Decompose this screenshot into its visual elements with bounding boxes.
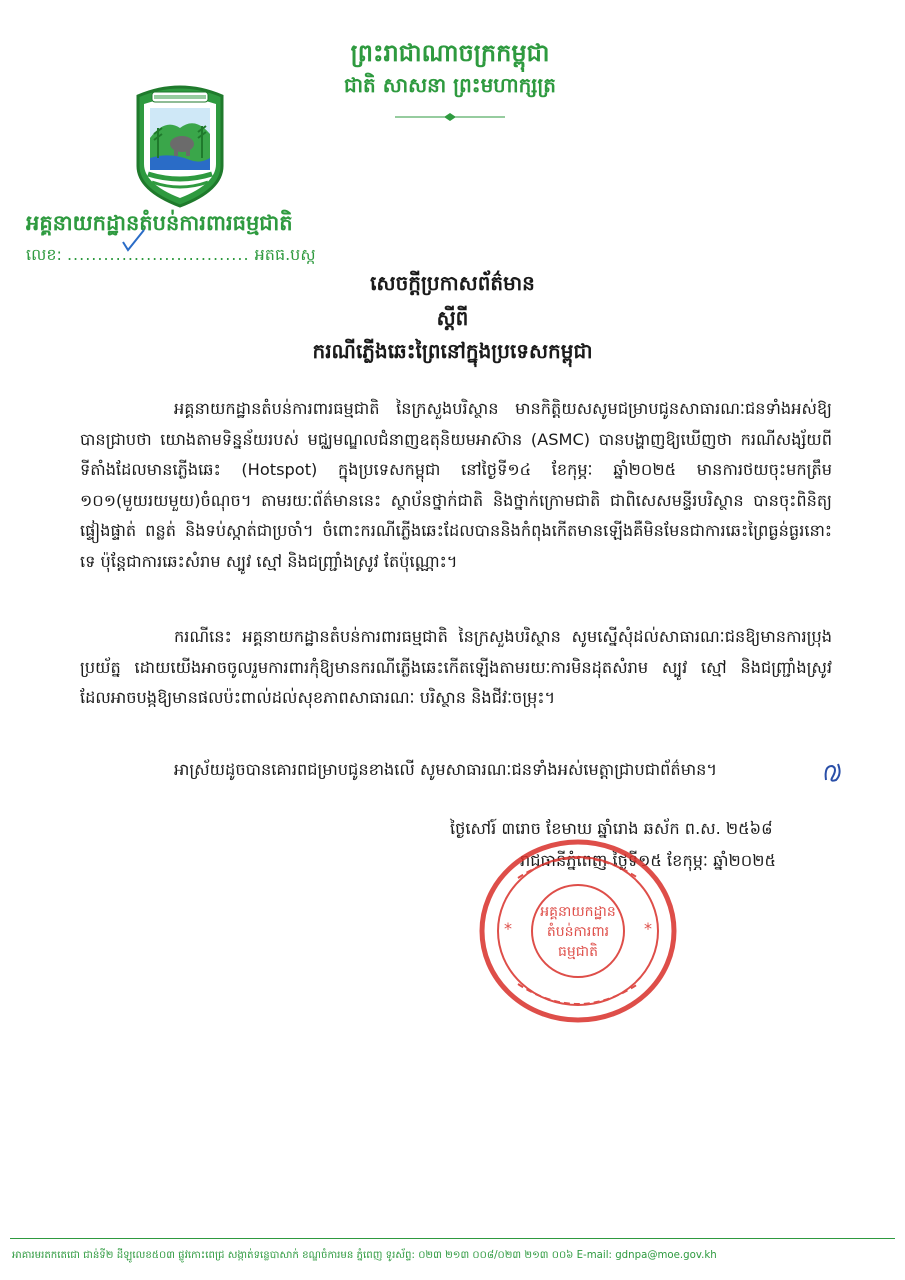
seal-text-1: អគ្គនាយកដ្ឋាន [540,904,616,920]
document-title: សេចក្ដីប្រកាសព័ត៌មាន [370,271,535,295]
footer-address: អាគារមរតកតេជោ ជាន់ទី២ ដីឡូលេខ៥០៣ ផ្លូវកោះពេជ្រ សង្កាត់ទន្លេបាសាក់ ខណ្ឌចំការមន ភ្នំពេញ ទូរស័ព្ទ: ០២៣ ២១៣ ០០៨/០២៣ ២១៣ ០០៦ E-mail: gdnpa@moe.gov.kh [12,1250,717,1261]
ministry-logo-icon [130,78,230,208]
department-name: អគ្គនាយកដ្ឋានតំបន់ការពារធម្មជាតិ [26,211,293,235]
svg-text:*: * [504,919,512,938]
lunar-date: ថ្ងៃសៅរ៍ ៣រោច ខែមាឃ ឆ្នាំរោង ឆស័ក ព.ស. ២៥៦៨ [450,819,773,838]
initial-signature-icon [822,760,844,786]
seal-text-2: តំបន់ការពារ [546,924,610,940]
svg-text:*: * [644,919,652,938]
body-paragraph-1: អគ្គនាយកដ្ឋានតំបន់ការពារធម្មជាតិ នៃក្រសួងបរិស្ថាន មានកិត្តិយសសូមជម្រាបជូនសាធារណៈជនទាំងអស់ឱ្យបានជ្រាបថា យោងតាមទិន្នន័យរបស់ មជ្ឈមណ្ឌលជំនាញឧតុនិយមអាស៊ាន (ASMC) បានបង្ហាញឱ្យឃើញថា ករណីសង្ស័យពី ទីតាំងដែលមានភ្លើងឆេះ (Hotspot) ក្នុងប្រទេសកម្ពុជា នៅថ្ងៃទី១៤ ខែកុម្ភៈ ឆ្នាំ២០២៥ មានការថយចុះមកត្រឹម ១០១(មួយរយមួយ)ចំណុច។ តាមរយៈព័ត៌មាននេះ ស្ថាប័នថ្នាក់ជាតិ និងថ្នាក់ក្រោមជាតិ ជាពិសេសមន្ទីរបរិស្ថាន បានចុះពិនិត្យ ផ្ទៀងផ្ទាត់ ពន្លត់ និងទប់ស្កាត់ជាប្រចាំ។ ចំពោះករណីភ្លើងឆេះដែលបាននិងកំពុងកើតមានឡើងគឺមិនមែនជាការឆេះព្រៃធ្ងន់ធ្ងរនោះទេ ប៉ុន្តែជាការឆេះសំរាម ស្បូវ ស្មៅ និងជញ្ជ្រាំងស្រូវ តែប៉ុណ្ណោះ។ [80,399,832,571]
official-seal-icon [478,838,678,1024]
body-paragraph-2: ករណីនេះ អគ្គនាយកដ្ឋានតំបន់ការពារធម្មជាតិ នៃក្រសួងបរិស្ថាន សូមស្នើសុំដល់សាធារណៈជនឱ្យមានការប្រុងប្រយ័ត្ន ដោយយើងអាចចូលរួមការពារកុំឱ្យមានករណីភ្លើងឆេះកើតឡើងតាមរយៈការមិនដុតសំរាម ស្បូវ ស្មៅ និងជញ្ជ្រាំងស្រូវ ដែលអាចបង្កឱ្យមានផលប៉ះពាល់ដល់សុខភាពសាធារណៈ បរិស្ថាន និងជីវៈចម្រុះ។ [80,627,832,708]
reference-number [26,244,316,268]
seal-text-3: ធម្មជាតិ [558,944,598,960]
reference-dots: .............................. [66,245,250,264]
document-subject: ករណីភ្លើងឆេះព្រៃនៅក្នុងប្រទេសកម្ពុជា [312,339,593,363]
reference-suffix: អតធ.បស្ក [254,245,316,264]
ornamental-divider [395,112,505,122]
reference-label: លេខ: [26,245,62,264]
title-subject-label: ស្ដីពី [436,306,469,330]
solar-date-place: រាជធានីភ្នំពេញ ថ្ងៃទី១៥ ខែកុម្ភៈ ឆ្នាំ២០២៥ [520,851,776,870]
checkmark-icon [120,228,146,252]
national-motto: ជាតិ សាសនា ព្រះមហាក្សត្រ [344,73,556,97]
footer-divider [10,1238,895,1239]
kingdom-heading: ព្រះរាជាណាចក្រកម្ពុជា [350,39,550,67]
body-paragraph-3: អាស្រ័យដូចបានគោរពជម្រាបជូនខាងលើ សូមសាធារណៈជនទាំងអស់មេត្តាជ្រាបជាព័ត៌មាន។ [174,760,718,779]
